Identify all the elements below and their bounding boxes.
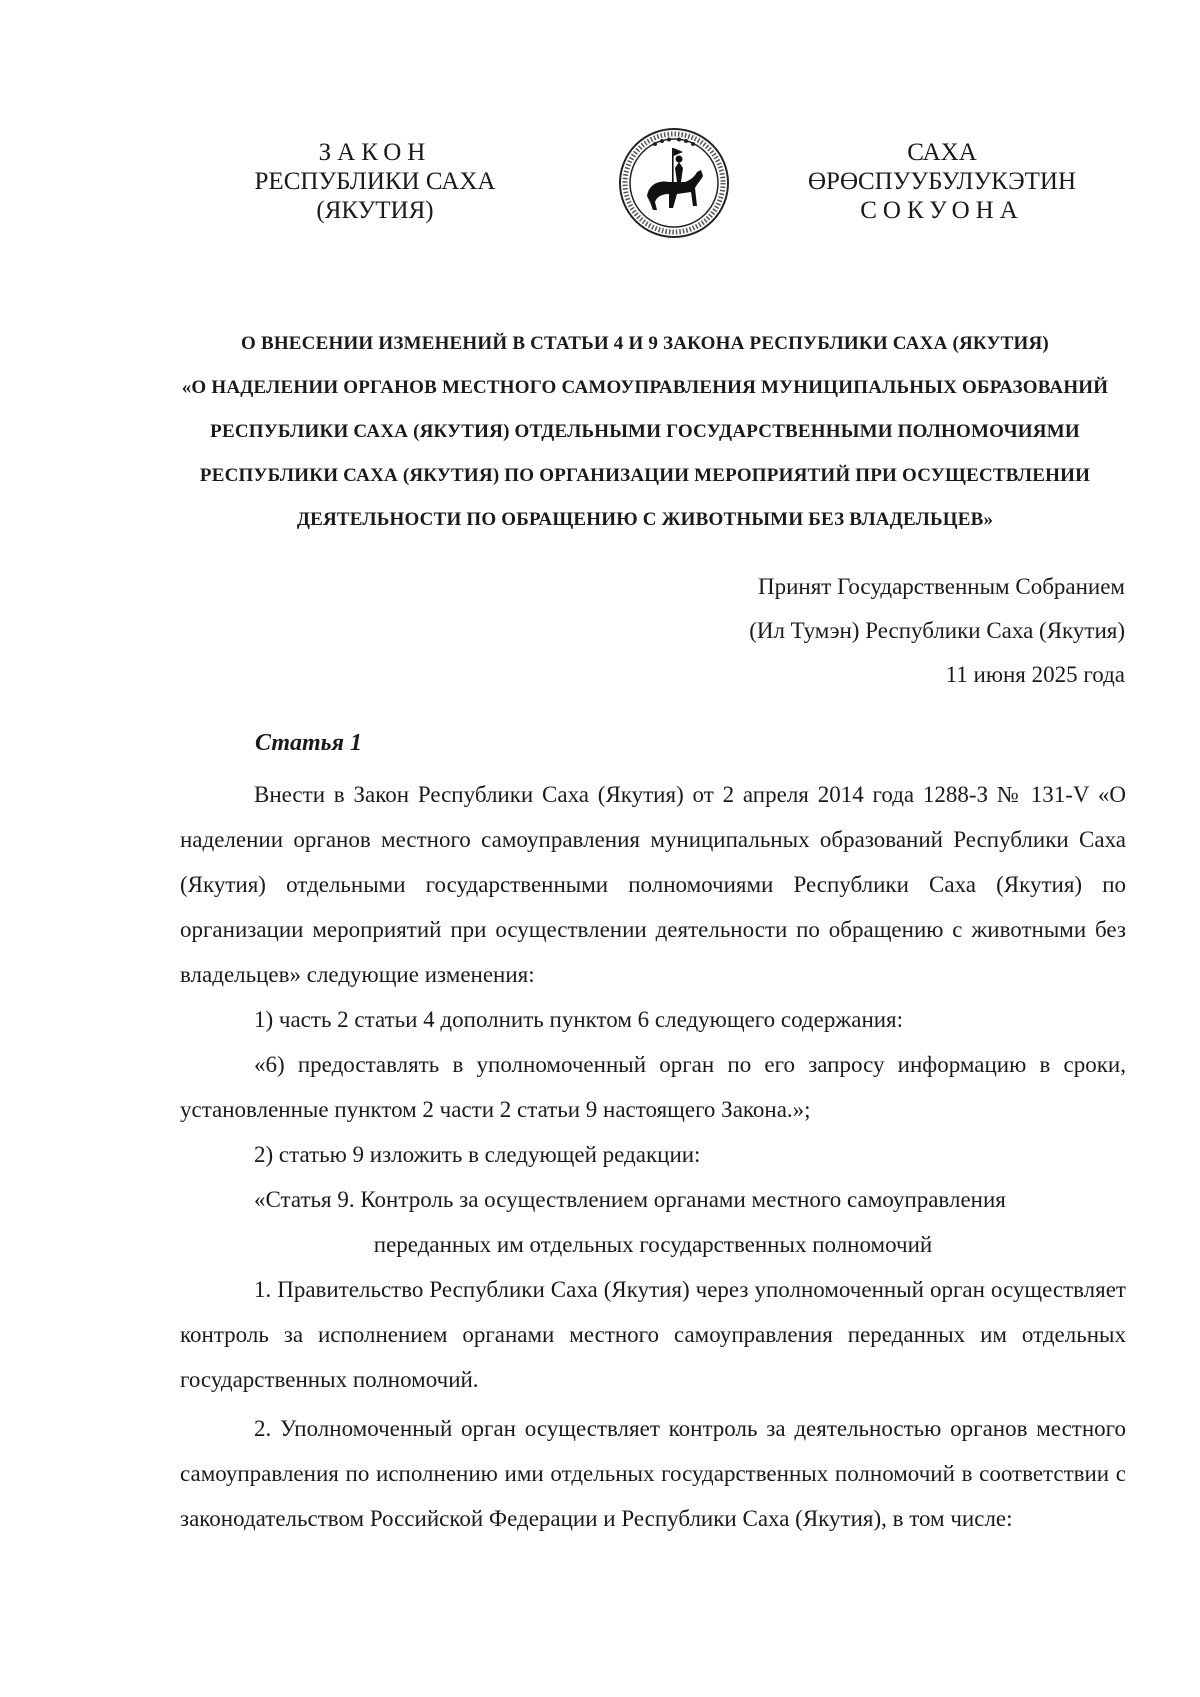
header-right (772, 138, 1112, 225)
adoption-line: (Ил Тумэн) Республики Саха (Якутия) (749, 618, 1125, 643)
header-left (205, 138, 545, 225)
title-line: РЕСПУБЛИКИ САХА (ЯКУТИЯ) ПО ОРГАНИЗАЦИИ МЕРОПРИЯТИЙ ПРИ ОСУЩЕСТВЛЕНИИ (199, 465, 1091, 486)
article-body (180, 772, 1126, 1541)
title-line: О ВНЕСЕНИИ ИЗМЕНЕНИЙ В СТАТЬИ 4 И 9 ЗАКОНА РЕСПУБЛИКИ САХА (ЯКУТИЯ) (241, 333, 1049, 354)
law-word-sakha: СОКУОНА (860, 197, 1024, 224)
law-word: ЗАКОН (318, 139, 432, 166)
law-title (170, 322, 1120, 542)
paragraph: 2. Уполномоченный орган осуществляет контроль за деятельностью органов местного самоуправления по исполнению ими отдельных государственных полномочий в соответствии с законодательством Российской Федерации и Республики Саха (Якутия), в том числе: (180, 1416, 1126, 1531)
republic-name-sakha: САХА ӨРӨСПУУБУЛУКЭТИН (807, 139, 1077, 195)
title-line: «О НАДЕЛЕНИИ ОРГАНОВ МЕСТНОГО САМОУПРАВЛЕНИЯ МУНИЦИПАЛЬНЫХ ОБРАЗОВАНИЙ (181, 377, 1109, 398)
paragraph: «6) предоставлять в уполномоченный орган по его запросу информацию в сроки, установленные пунктом 2 части 2 статьи 9 настоящего Закона.»; (180, 1052, 1126, 1122)
paragraph: Внести в Закон Республики Саха (Якутия) от 2 апреля 2014 года 1288-З № 131-V «О наделении органов местного самоуправления муниципальных образований Республики Саха (Якутия) отдельными государственными полномочиями Республики Саха (Якутия) по организации мероприятий при осуществлении деятельности по обращению с животными без владельцев» следующие изменения: (180, 782, 1126, 987)
paragraph: переданных им отдельных государственных полномочий (373, 1232, 933, 1257)
paragraph: 1) часть 2 статьи 4 дополнить пунктом 6 следующего содержания: (254, 1007, 904, 1032)
republic-name: РЕСПУБЛИКИ САХА (ЯКУТИЯ) (254, 168, 496, 224)
paragraph: «Статья 9. Контроль за осуществлением органами местного самоуправления (254, 1187, 1006, 1212)
title-line: ДЕЯТЕЛЬНОСТИ ПО ОБРАЩЕНИЮ С ЖИВОТНЫМИ БЕЗ ВЛАДЕЛЬЦЕВ» (296, 509, 994, 530)
adoption-date: 11 июня 2025 года (945, 662, 1125, 687)
article-heading: Статья 1 (255, 730, 363, 756)
adoption-block (640, 565, 1125, 697)
paragraph: 1. Правительство Республики Саха (Якутия) через уполномоченный орган осуществляет контроль за исполнением органами местного самоуправления переданных им отдельных государственных полномочий. (180, 1277, 1126, 1392)
title-line: РЕСПУБЛИКИ САХА (ЯКУТИЯ) ОТДЕЛЬНЫМИ ГОСУДАРСТВЕННЫМИ ПОЛНОМОЧИЯМИ (210, 421, 1080, 442)
sakha-republic-emblem-icon (617, 126, 731, 240)
paragraph: 2) статью 9 изложить в следующей редакции: (254, 1142, 701, 1167)
adoption-line: Принят Государственным Собранием (757, 574, 1125, 599)
